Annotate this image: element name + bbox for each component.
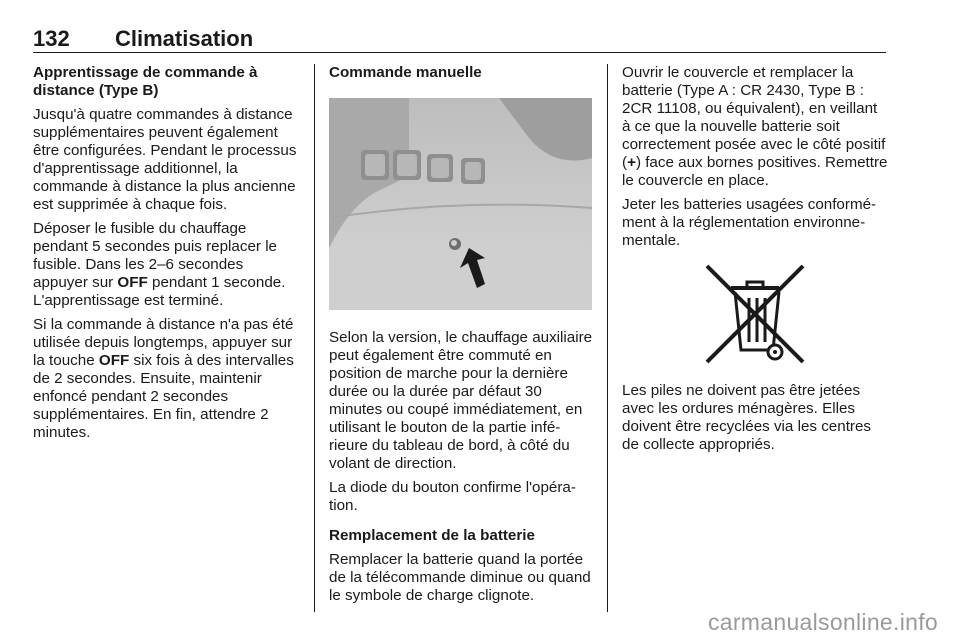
column-divider	[314, 64, 315, 612]
off-key-label: OFF	[98, 352, 130, 369]
dashboard-button-photo	[329, 98, 592, 310]
paragraph: Jeter les batteries usagées conformément à la réglementation environnementale.	[622, 196, 877, 249]
chapter-title: Climatisation	[115, 26, 254, 51]
crossed-bin-icon	[703, 262, 807, 366]
paragraph: Les piles ne doivent pas être jetées avec les ordures ménagères. Elles doivent être recyclées via les centres de collecte appropriés.	[622, 382, 872, 453]
paragraph: Ouvrir le couvercle et remplacer la batterie (Type A : CR 2430, Type B : 2CR 11108, ou équivalent), en veillant à ce que la nouvelle batterie soit correctement posée avec le côté positif (+) face aux bornes positives. Remettre le couvercle en place.	[622, 64, 888, 189]
off-key-label: OFF	[117, 274, 148, 291]
section-heading: Remplacement de la batterie	[329, 527, 535, 544]
section-heading: Apprentissage de commande à distance (Type B)	[33, 64, 258, 99]
column-left	[33, 64, 301, 448]
paragraph: Si la commande à distance n'a pas été utilisée depuis longtemps, appuyer sur la touche OFF six fois à des intervalles de 2 secondes. Ensuite, maintenir enfoncé pendant 2 secondes supplémentaires. En fin, attendre 2 minutes.	[33, 316, 294, 441]
page-header	[33, 26, 886, 53]
paragraph: Selon la version, le chauffage auxiliaire peut également être commuté en position de marche pour la dernière durée ou la durée par défaut 30 minutes ou coupé immédiatement, en utilisant le bouton de la partie inférieure du tableau de bord, à côté du volant de direction.	[329, 329, 593, 472]
page-number: 132	[33, 26, 70, 51]
paragraph: La diode du bouton confirme l'opération.	[329, 479, 576, 514]
column-middle	[329, 64, 593, 611]
watermark: carmanualsonline.info	[707, 609, 938, 635]
paragraph: Remplacer la batterie quand la portée de la télécommande diminue ou quand le symbole de charge clignote.	[329, 551, 591, 604]
column-right	[622, 64, 888, 460]
column-divider	[607, 64, 608, 612]
paragraph: Déposer le fusible du chauffage pendant 5 secondes puis replacer le fusible. Dans les 2–6 secondes appuyer sur OFF pendant 1 seconde. L'apprentissage est terminé.	[33, 220, 286, 309]
section-heading: Commande manuelle	[329, 64, 482, 81]
paragraph: Jusqu'à quatre commandes à distance supplémentaires peuvent également être configurées. Pendant le processus d'apprentissage additionnel, la commande à distance la plus ancienne est supprimée à chaque fois.	[33, 106, 297, 213]
plus-icon: +	[627, 154, 636, 171]
